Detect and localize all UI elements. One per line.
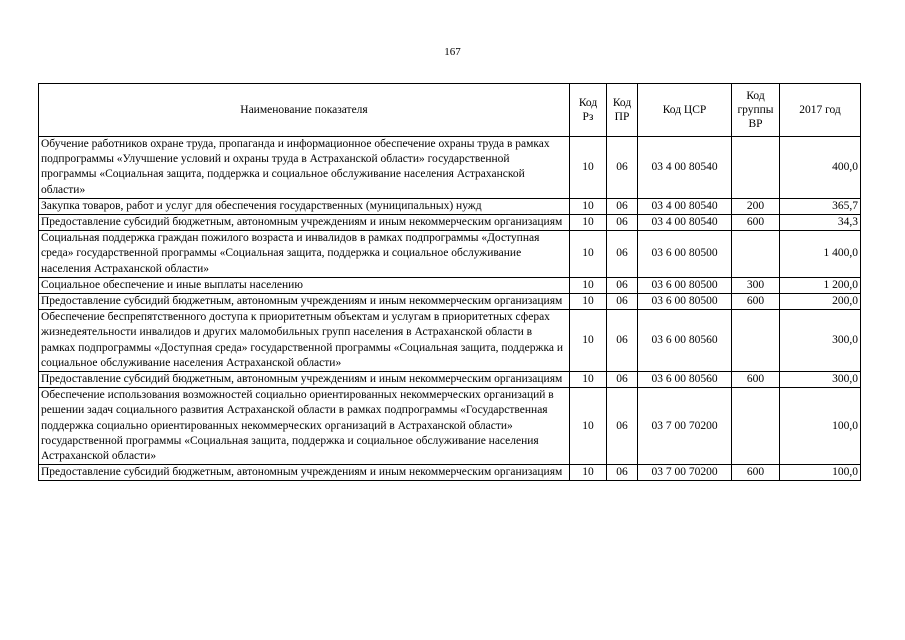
row-csr: 03 4 00 80540	[638, 198, 732, 214]
row-vr	[732, 231, 780, 278]
row-pr: 06	[607, 372, 638, 388]
table-row	[39, 277, 861, 293]
table-row	[39, 294, 861, 310]
row-pr: 06	[607, 198, 638, 214]
row-amount: 1 400,0	[780, 231, 861, 278]
row-pr: 06	[607, 388, 638, 465]
row-amount: 100,0	[780, 465, 861, 481]
row-csr: 03 7 00 70200	[638, 465, 732, 481]
row-csr: 03 6 00 80560	[638, 372, 732, 388]
row-rz: 10	[570, 372, 607, 388]
header-vr: Код группы ВР	[732, 84, 780, 137]
row-csr: 03 6 00 80500	[638, 277, 732, 293]
row-rz: 10	[570, 294, 607, 310]
header-name: Наименование показателя	[39, 84, 570, 137]
header-pr: Код ПР	[607, 84, 638, 137]
row-csr: 03 6 00 80500	[638, 294, 732, 310]
row-amount: 300,0	[780, 372, 861, 388]
row-name: Предоставление субсидий бюджетным, автономным учреждениям и иным некоммерческим организациям	[39, 372, 570, 388]
row-pr: 06	[607, 277, 638, 293]
row-name: Обеспечение использования возможностей социально ориентированных некоммерческих организаций в решении задач социального развития Астраханской области в рамках подпрограммы «Государственная поддержка социально ориентированных некоммерческих организаций в Астраханской области» государственной программы «Социальная защита, поддержка и социальное обслуживание населения Астраханской области»	[39, 388, 570, 465]
row-csr: 03 6 00 80500	[638, 231, 732, 278]
row-name: Предоставление субсидий бюджетным, автономным учреждениям и иным некоммерческим организациям	[39, 215, 570, 231]
row-amount: 365,7	[780, 198, 861, 214]
row-pr: 06	[607, 231, 638, 278]
row-vr: 600	[732, 372, 780, 388]
row-name: Предоставление субсидий бюджетным, автономным учреждениям и иным некоммерческим организациям	[39, 294, 570, 310]
page-number: 167	[444, 46, 461, 58]
row-pr: 06	[607, 137, 638, 199]
table-row	[39, 198, 861, 214]
row-rz: 10	[570, 310, 607, 372]
row-amount: 1 200,0	[780, 277, 861, 293]
row-rz: 10	[570, 231, 607, 278]
row-name: Обеспечение беспрепятственного доступа к приоритетным объектам и услугам в приоритетных сферах жизнедеятельности инвалидов и других маломобильных групп населения в Астраханской области в рамках подпрограммы «Доступная среда» государственной программы «Социальная защита, поддержка и социальное обслуживание населения Астраханской области»	[39, 310, 570, 372]
table-row	[39, 465, 861, 481]
row-rz: 10	[570, 277, 607, 293]
row-amount: 200,0	[780, 294, 861, 310]
table-row	[39, 215, 861, 231]
row-rz: 10	[570, 388, 607, 465]
row-name: Закупка товаров, работ и услуг для обеспечения государственных (муниципальных) нужд	[39, 198, 570, 214]
row-csr: 03 4 00 80540	[638, 137, 732, 199]
row-rz: 10	[570, 215, 607, 231]
row-rz: 10	[570, 137, 607, 199]
row-pr: 06	[607, 294, 638, 310]
row-rz: 10	[570, 465, 607, 481]
row-amount: 100,0	[780, 388, 861, 465]
row-vr: 600	[732, 294, 780, 310]
row-csr: 03 6 00 80560	[638, 310, 732, 372]
row-pr: 06	[607, 215, 638, 231]
row-pr: 06	[607, 310, 638, 372]
row-vr	[732, 310, 780, 372]
row-amount: 34,3	[780, 215, 861, 231]
table-row	[39, 310, 861, 372]
table-row	[39, 388, 861, 465]
row-name: Социальная поддержка граждан пожилого возраста и инвалидов в рамках подпрограммы «Доступная среда» государственной программы «Социальная защита, поддержка и социальное обслуживание населения Астраханской области»	[39, 231, 570, 278]
row-vr: 300	[732, 277, 780, 293]
table-header-row	[39, 84, 861, 137]
row-name: Обучение работников охране труда, пропаганда и информационное обеспечение охраны труда в рамках подпрограммы «Улучшение условий и охраны труда в Астраханской области» государственной программы «Социальная защита, поддержка и социальное обслуживание населения Астраханской области»	[39, 137, 570, 199]
table-row	[39, 231, 861, 278]
row-pr: 06	[607, 465, 638, 481]
table-row	[39, 372, 861, 388]
row-name: Предоставление субсидий бюджетным, автономным учреждениям и иным некоммерческим организациям	[39, 465, 570, 481]
row-vr: 600	[732, 215, 780, 231]
row-rz: 10	[570, 198, 607, 214]
row-vr: 600	[732, 465, 780, 481]
header-rz: Код Рз	[570, 84, 607, 137]
row-name: Социальное обеспечение и иные выплаты населению	[39, 277, 570, 293]
row-csr: 03 4 00 80540	[638, 215, 732, 231]
row-vr	[732, 137, 780, 199]
table-row	[39, 137, 861, 199]
row-amount: 400,0	[780, 137, 861, 199]
header-year: 2017 год	[780, 84, 861, 137]
row-vr	[732, 388, 780, 465]
row-csr: 03 7 00 70200	[638, 388, 732, 465]
row-vr: 200	[732, 198, 780, 214]
budget-table	[38, 83, 861, 481]
header-csr: Код ЦСР	[638, 84, 732, 137]
row-amount: 300,0	[780, 310, 861, 372]
